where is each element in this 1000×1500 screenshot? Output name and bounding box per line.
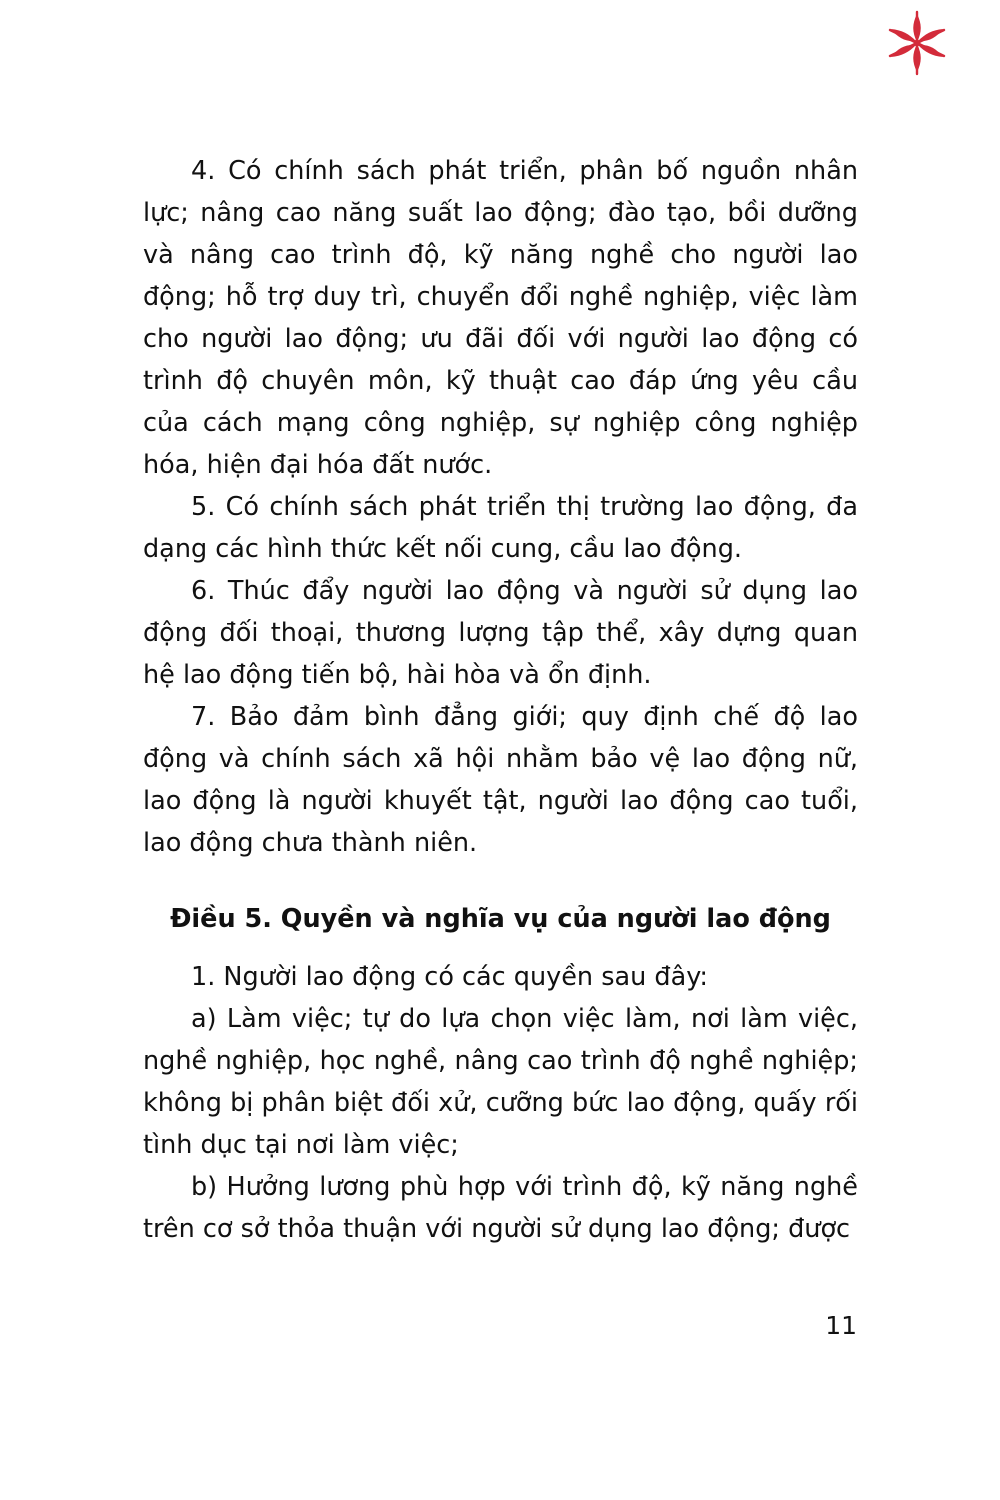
document-body bbox=[143, 150, 858, 1250]
paragraph-item-b: b) Hưởng lương phù hợp với trình độ, kỹ năng nghề trên cơ sở thỏa thuận với người sử dụng lao động; được bbox=[143, 1172, 858, 1244]
paragraph-7: 7. Bảo đảm bình đẳng giới; quy định chế độ lao động và chính sách xã hội nhằm bảo vệ lao động nữ, lao động là người khuyết tật, người lao động cao tuổi, lao động chưa thành niên. bbox=[143, 702, 858, 858]
page-number: 11 bbox=[825, 1311, 857, 1340]
paragraph-4: 4. Có chính sách phát triển, phân bố nguồn nhân lực; nâng cao năng suất lao động; đào tạo, bồi dưỡng và nâng cao trình độ, kỹ năng nghề cho người lao động; hỗ trợ duy trì, chuyển đổi nghề nghiệp, việc làm cho người lao động; ưu đãi đối với người lao động có trình độ chuyên môn, kỹ thuật cao đáp ứng yêu cầu của cách mạng công nghiệp, sự nghiệp công nghiệp hóa, hiện đại hóa đất nước. bbox=[143, 156, 858, 480]
section-heading-dieu-5: Điều 5. Quyền và nghĩa vụ của người lao động bbox=[170, 904, 831, 934]
paragraph-1-rights-intro: 1. Người lao động có các quyền sau đây: bbox=[191, 962, 709, 992]
paragraph-6: 6. Thúc đẩy người lao động và người sử dụng lao động đối thoại, thương lượng tập thể, xây dựng quan hệ lao động tiến bộ, hài hòa và ổn định. bbox=[143, 576, 858, 690]
paragraph-5: 5. Có chính sách phát triển thị trường lao động, đa dạng các hình thức kết nối cung, cầu lao động. bbox=[143, 492, 858, 564]
red-star-ornament-icon bbox=[882, 8, 952, 78]
paragraph-item-a: a) Làm việc; tự do lựa chọn việc làm, nơi làm việc, nghề nghiệp, học nghề, nâng cao trình độ nghề nghiệp; không bị phân biệt đối xử, cưỡng bức lao động, quấy rối tình dục tại nơi làm việc; bbox=[143, 1004, 858, 1160]
